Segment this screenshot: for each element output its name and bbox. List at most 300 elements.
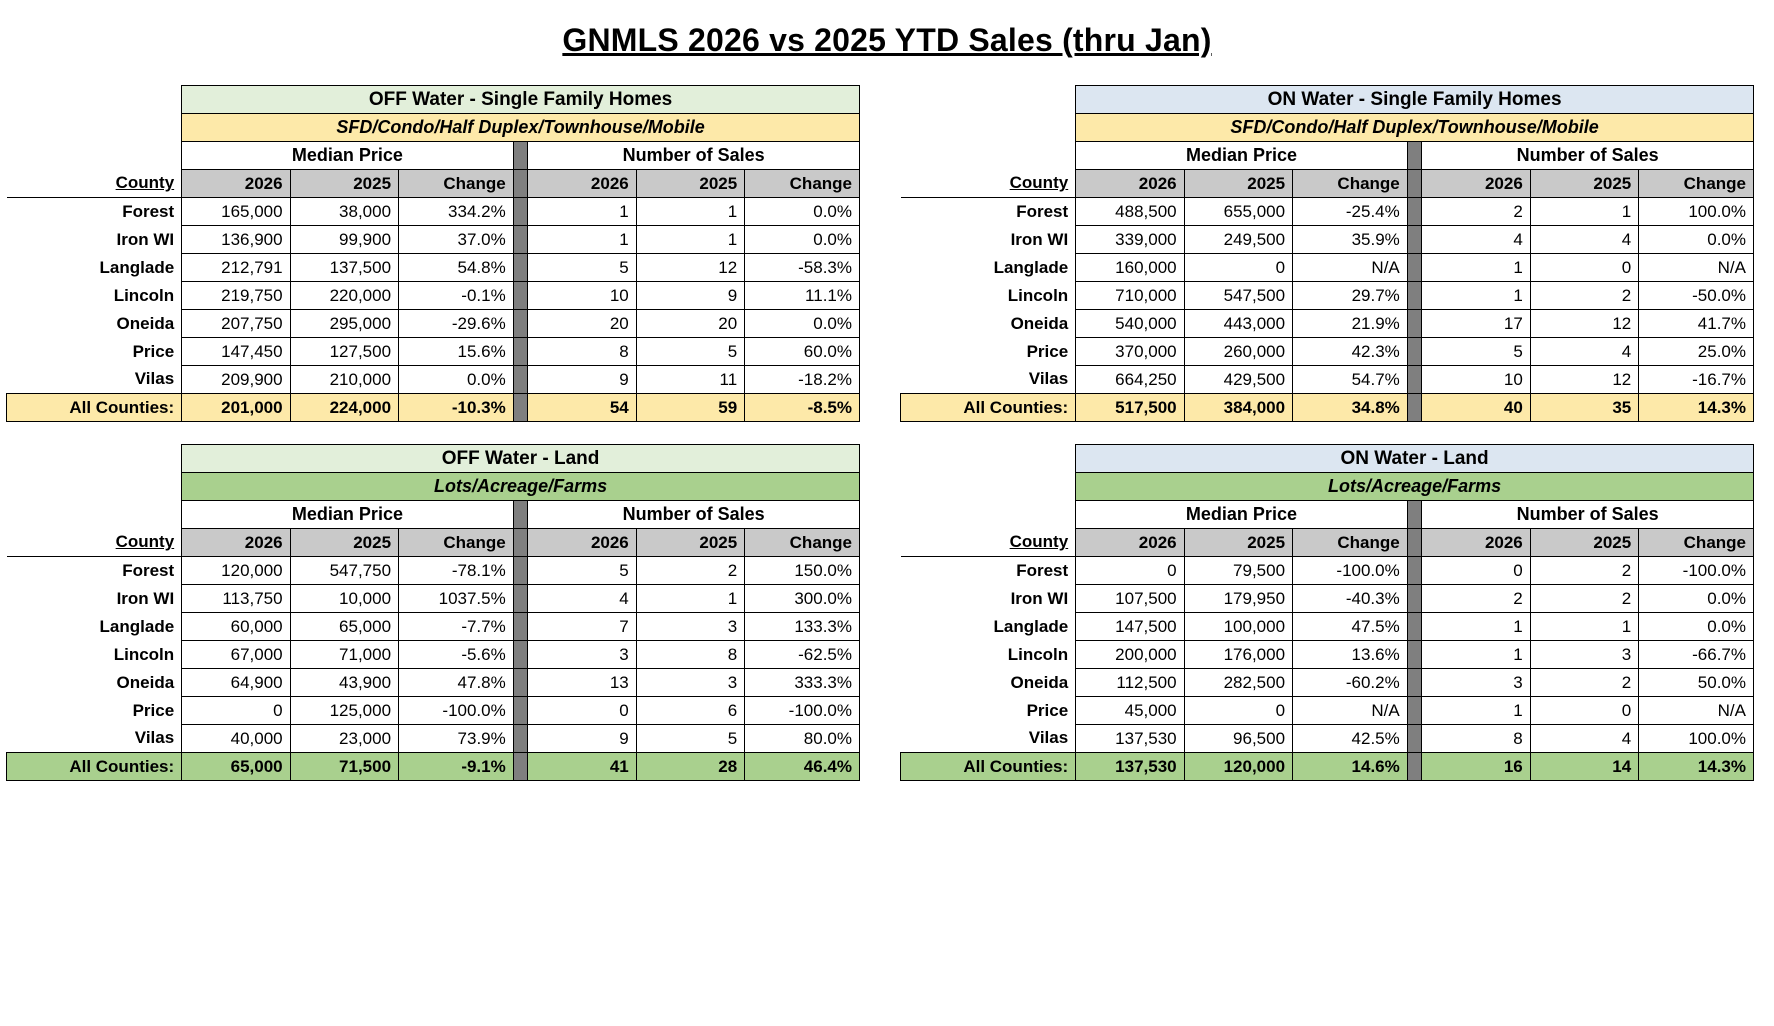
- cell-median-2026: 137,530: [1076, 725, 1184, 753]
- column-gap-divider: [1407, 613, 1422, 641]
- cell-sales-2026: 1: [1422, 641, 1530, 669]
- group-header-number-of-sales: Number of Sales: [528, 501, 860, 529]
- group-header-median-price: Median Price: [182, 501, 514, 529]
- cell-sales-2025: 1: [1530, 198, 1638, 226]
- cell-sales-2026: 0: [1422, 557, 1530, 585]
- cell-median-2025: 260,000: [1184, 338, 1292, 366]
- row-county-label: Langlade: [901, 254, 1076, 282]
- cell-median-change: 15.6%: [399, 338, 514, 366]
- cell-median-2026: 209,900: [182, 366, 290, 394]
- column-header-median-change: Change: [399, 170, 514, 198]
- column-header-median-2026: 2026: [182, 170, 290, 198]
- total-median-2025: 120,000: [1184, 753, 1292, 781]
- row-county-label: Oneida: [7, 669, 182, 697]
- cell-median-2026: 207,750: [182, 310, 290, 338]
- total-median-2026: 65,000: [182, 753, 290, 781]
- table-on-water-single-family-homes: [900, 85, 1754, 422]
- group-header-median-price: Median Price: [182, 142, 514, 170]
- column-gap-divider: [513, 753, 528, 781]
- row-county-label: Vilas: [901, 725, 1076, 753]
- page-title: GNMLS 2026 vs 2025 YTD Sales (thru Jan): [562, 22, 1212, 58]
- total-median-change: -9.1%: [399, 753, 514, 781]
- cell-sales-2026: 1: [528, 226, 636, 254]
- cell-median-change: -100.0%: [399, 697, 514, 725]
- column-header-sales-2025: 2025: [1530, 170, 1638, 198]
- cell-sales-2025: 12: [636, 254, 744, 282]
- table-panel-on-water-land: [900, 444, 1754, 781]
- row-county-label: Iron WI: [901, 226, 1076, 254]
- title-row-spacer: [901, 86, 1076, 114]
- total-median-change: 14.6%: [1293, 753, 1408, 781]
- group-header-spacer: [901, 501, 1076, 529]
- cell-sales-change: 100.0%: [1639, 198, 1754, 226]
- row-county-label: Vilas: [7, 725, 182, 753]
- column-gap-divider: [1407, 585, 1422, 613]
- column-gap-divider: [1407, 641, 1422, 669]
- column-header-row: [7, 170, 860, 198]
- row-county-label: Iron WI: [901, 585, 1076, 613]
- cell-median-2026: 67,000: [182, 641, 290, 669]
- row-county-label: Lincoln: [7, 641, 182, 669]
- total-row: [7, 753, 860, 781]
- cell-median-change: -40.3%: [1293, 585, 1408, 613]
- row-county-label: Forest: [901, 557, 1076, 585]
- cell-median-2025: 96,500: [1184, 725, 1292, 753]
- total-row: [901, 394, 1754, 422]
- cell-sales-2025: 2: [1530, 585, 1638, 613]
- cell-median-2025: 65,000: [290, 613, 398, 641]
- group-header-row: [7, 142, 860, 170]
- cell-sales-change: 150.0%: [745, 557, 860, 585]
- table-row: [901, 366, 1754, 394]
- cell-median-2026: 136,900: [182, 226, 290, 254]
- cell-median-2026: 113,750: [182, 585, 290, 613]
- cell-sales-2026: 4: [528, 585, 636, 613]
- cell-median-2025: 0: [1184, 697, 1292, 725]
- total-label: All Counties:: [7, 394, 182, 422]
- group-header-number-of-sales: Number of Sales: [528, 142, 860, 170]
- cell-median-change: 47.5%: [1293, 613, 1408, 641]
- cell-median-2026: 147,500: [1076, 613, 1184, 641]
- group-header-spacer: [901, 142, 1076, 170]
- column-gap-divider: [513, 282, 528, 310]
- title-row: [7, 445, 860, 473]
- group-header-number-of-sales: Number of Sales: [1422, 142, 1754, 170]
- cell-median-change: -25.4%: [1293, 198, 1408, 226]
- cell-sales-2026: 1: [1422, 254, 1530, 282]
- cell-median-2026: 40,000: [182, 725, 290, 753]
- column-gap-divider: [1407, 557, 1422, 585]
- cell-sales-change: -18.2%: [745, 366, 860, 394]
- table-row: [901, 338, 1754, 366]
- title-row-spacer: [7, 86, 182, 114]
- column-gap-divider: [1407, 669, 1422, 697]
- cell-median-change: 1037.5%: [399, 585, 514, 613]
- total-median-2026: 137,530: [1076, 753, 1184, 781]
- subtitle-row-spacer: [901, 473, 1076, 501]
- total-label: All Counties:: [7, 753, 182, 781]
- column-header-median-2025: 2025: [290, 529, 398, 557]
- column-header-median-2025: 2025: [1184, 170, 1292, 198]
- column-gap-divider: [1407, 529, 1422, 557]
- row-county-label: Langlade: [901, 613, 1076, 641]
- cell-sales-change: 60.0%: [745, 338, 860, 366]
- cell-sales-2026: 1: [1422, 613, 1530, 641]
- cell-median-change: -0.1%: [399, 282, 514, 310]
- cell-sales-2026: 17: [1422, 310, 1530, 338]
- total-label: All Counties:: [901, 753, 1076, 781]
- cell-median-2025: 10,000: [290, 585, 398, 613]
- column-header-sales-change: Change: [1639, 529, 1754, 557]
- cell-sales-2025: 3: [636, 613, 744, 641]
- cell-sales-2026: 10: [1422, 366, 1530, 394]
- table-subtitle: SFD/Condo/Half Duplex/Townhouse/Mobile: [1076, 114, 1754, 142]
- cell-median-2025: 38,000: [290, 198, 398, 226]
- table-subtitle: Lots/Acreage/Farms: [1076, 473, 1754, 501]
- cell-sales-2026: 8: [1422, 725, 1530, 753]
- table-row: [7, 669, 860, 697]
- cell-sales-2026: 5: [528, 254, 636, 282]
- column-gap-divider: [513, 170, 528, 198]
- cell-median-2026: 664,250: [1076, 366, 1184, 394]
- cell-sales-change: -62.5%: [745, 641, 860, 669]
- cell-sales-2026: 20: [528, 310, 636, 338]
- row-county-label: Vilas: [901, 366, 1076, 394]
- subtitle-row-spacer: [7, 114, 182, 142]
- cell-sales-change: -100.0%: [1639, 557, 1754, 585]
- column-header-row: [901, 170, 1754, 198]
- cell-median-change: -100.0%: [1293, 557, 1408, 585]
- subtitle-row: [901, 473, 1754, 501]
- cell-median-2025: 443,000: [1184, 310, 1292, 338]
- subtitle-row: [901, 114, 1754, 142]
- table-off-water-single-family-homes: [6, 85, 860, 422]
- group-header-number-of-sales: Number of Sales: [1422, 501, 1754, 529]
- cell-sales-2026: 3: [1422, 669, 1530, 697]
- total-median-2025: 71,500: [290, 753, 398, 781]
- cell-sales-2025: 1: [636, 226, 744, 254]
- table-row: [901, 669, 1754, 697]
- total-sales-change: -8.5%: [745, 394, 860, 422]
- tables-grid: [0, 85, 1774, 781]
- column-header-sales-2026: 2026: [1422, 170, 1530, 198]
- table-subtitle: SFD/Condo/Half Duplex/Townhouse/Mobile: [182, 114, 860, 142]
- column-gap-divider: [513, 338, 528, 366]
- row-county-label: Iron WI: [7, 226, 182, 254]
- column-gap-divider: [513, 641, 528, 669]
- subtitle-row-spacer: [7, 473, 182, 501]
- table-row: [901, 310, 1754, 338]
- cell-median-2026: 212,791: [182, 254, 290, 282]
- cell-median-2026: 710,000: [1076, 282, 1184, 310]
- column-gap-divider: [513, 142, 528, 170]
- column-header-median-2026: 2026: [1076, 529, 1184, 557]
- cell-sales-2025: 4: [1530, 338, 1638, 366]
- cell-sales-2025: 3: [1530, 641, 1638, 669]
- cell-sales-change: N/A: [1639, 254, 1754, 282]
- cell-median-2026: 160,000: [1076, 254, 1184, 282]
- cell-sales-2026: 9: [528, 725, 636, 753]
- column-gap-divider: [513, 557, 528, 585]
- column-header-county: County: [7, 529, 182, 557]
- cell-sales-2025: 1: [636, 198, 744, 226]
- column-header-sales-change: Change: [1639, 170, 1754, 198]
- cell-sales-change: -66.7%: [1639, 641, 1754, 669]
- cell-median-2026: 165,000: [182, 198, 290, 226]
- row-county-label: Price: [7, 697, 182, 725]
- cell-median-change: 73.9%: [399, 725, 514, 753]
- column-gap-divider: [513, 394, 528, 422]
- cell-sales-2026: 8: [528, 338, 636, 366]
- column-header-median-change: Change: [399, 529, 514, 557]
- column-gap-divider: [513, 198, 528, 226]
- cell-median-2025: 71,000: [290, 641, 398, 669]
- column-gap-divider: [1407, 725, 1422, 753]
- row-county-label: Vilas: [7, 366, 182, 394]
- total-median-2025: 224,000: [290, 394, 398, 422]
- cell-sales-2025: 12: [1530, 310, 1638, 338]
- cell-median-2026: 120,000: [182, 557, 290, 585]
- cell-median-change: N/A: [1293, 697, 1408, 725]
- cell-sales-2025: 2: [636, 557, 744, 585]
- cell-median-2026: 64,900: [182, 669, 290, 697]
- group-header-median-price: Median Price: [1076, 501, 1408, 529]
- total-sales-2026: 54: [528, 394, 636, 422]
- column-gap-divider: [1407, 226, 1422, 254]
- cell-median-2026: 339,000: [1076, 226, 1184, 254]
- cell-median-2026: 147,450: [182, 338, 290, 366]
- cell-sales-2026: 10: [528, 282, 636, 310]
- cell-sales-2025: 2: [1530, 669, 1638, 697]
- table-row: [7, 282, 860, 310]
- table-row: [7, 641, 860, 669]
- cell-sales-change: 100.0%: [1639, 725, 1754, 753]
- table-row: [901, 198, 1754, 226]
- column-gap-divider: [513, 501, 528, 529]
- cell-sales-2025: 8: [636, 641, 744, 669]
- table-row: [7, 557, 860, 585]
- column-header-county: County: [901, 529, 1076, 557]
- cell-median-2025: 547,500: [1184, 282, 1292, 310]
- cell-median-2025: 220,000: [290, 282, 398, 310]
- column-gap-divider: [1407, 198, 1422, 226]
- cell-sales-2026: 1: [1422, 697, 1530, 725]
- table-row: [901, 613, 1754, 641]
- total-median-change: -10.3%: [399, 394, 514, 422]
- title-row: [901, 86, 1754, 114]
- row-county-label: Forest: [901, 198, 1076, 226]
- column-header-sales-2025: 2025: [636, 529, 744, 557]
- cell-median-2026: 0: [1076, 557, 1184, 585]
- cell-sales-change: 80.0%: [745, 725, 860, 753]
- cell-sales-2025: 2: [1530, 557, 1638, 585]
- column-gap-divider: [513, 366, 528, 394]
- column-header-sales-2025: 2025: [1530, 529, 1638, 557]
- cell-median-2025: 176,000: [1184, 641, 1292, 669]
- row-county-label: Lincoln: [901, 282, 1076, 310]
- cell-sales-2025: 4: [1530, 725, 1638, 753]
- cell-sales-2025: 3: [636, 669, 744, 697]
- cell-median-2026: 540,000: [1076, 310, 1184, 338]
- cell-median-2025: 282,500: [1184, 669, 1292, 697]
- cell-sales-change: 0.0%: [745, 310, 860, 338]
- total-row: [901, 753, 1754, 781]
- table-row: [901, 282, 1754, 310]
- cell-median-2026: 370,000: [1076, 338, 1184, 366]
- cell-median-change: 54.7%: [1293, 366, 1408, 394]
- cell-sales-change: 0.0%: [745, 226, 860, 254]
- cell-sales-2025: 20: [636, 310, 744, 338]
- cell-sales-2026: 4: [1422, 226, 1530, 254]
- cell-sales-change: 50.0%: [1639, 669, 1754, 697]
- cell-median-2025: 547,750: [290, 557, 398, 585]
- table-title: OFF Water - Land: [182, 445, 860, 473]
- column-gap-divider: [1407, 142, 1422, 170]
- title-row-spacer: [7, 445, 182, 473]
- cell-sales-change: -58.3%: [745, 254, 860, 282]
- cell-sales-2026: 1: [528, 198, 636, 226]
- column-gap-divider: [513, 310, 528, 338]
- cell-median-2025: 655,000: [1184, 198, 1292, 226]
- table-subtitle: Lots/Acreage/Farms: [182, 473, 860, 501]
- column-header-sales-2026: 2026: [528, 529, 636, 557]
- cell-median-change: 54.8%: [399, 254, 514, 282]
- cell-median-change: -78.1%: [399, 557, 514, 585]
- column-header-row: [901, 529, 1754, 557]
- cell-median-2025: 79,500: [1184, 557, 1292, 585]
- cell-sales-2025: 0: [1530, 254, 1638, 282]
- cell-sales-change: 0.0%: [1639, 613, 1754, 641]
- cell-median-2026: 107,500: [1076, 585, 1184, 613]
- column-header-row: [7, 529, 860, 557]
- cell-sales-change: 11.1%: [745, 282, 860, 310]
- table-row: [7, 697, 860, 725]
- cell-median-change: 35.9%: [1293, 226, 1408, 254]
- cell-median-2026: 60,000: [182, 613, 290, 641]
- cell-median-change: -60.2%: [1293, 669, 1408, 697]
- table-title: ON Water - Single Family Homes: [1076, 86, 1754, 114]
- column-gap-divider: [513, 529, 528, 557]
- cell-sales-2025: 6: [636, 697, 744, 725]
- cell-median-change: 29.7%: [1293, 282, 1408, 310]
- title-row-spacer: [901, 445, 1076, 473]
- table-title: ON Water - Land: [1076, 445, 1754, 473]
- column-gap-divider: [1407, 501, 1422, 529]
- title-row: [7, 86, 860, 114]
- cell-median-2025: 179,950: [1184, 585, 1292, 613]
- row-county-label: Price: [7, 338, 182, 366]
- cell-sales-change: -100.0%: [745, 697, 860, 725]
- cell-sales-2025: 9: [636, 282, 744, 310]
- cell-median-2026: 0: [182, 697, 290, 725]
- cell-sales-2026: 0: [528, 697, 636, 725]
- table-panel-off-water-land: [6, 444, 860, 781]
- column-header-sales-2026: 2026: [1422, 529, 1530, 557]
- total-sales-2026: 16: [1422, 753, 1530, 781]
- total-sales-2025: 59: [636, 394, 744, 422]
- cell-median-2026: 488,500: [1076, 198, 1184, 226]
- table-row: [901, 697, 1754, 725]
- subtitle-row: [7, 114, 860, 142]
- table-title: OFF Water - Single Family Homes: [182, 86, 860, 114]
- cell-sales-change: 0.0%: [745, 198, 860, 226]
- cell-sales-change: 0.0%: [1639, 585, 1754, 613]
- column-header-median-2026: 2026: [1076, 170, 1184, 198]
- table-panel-on-water-single-family-homes: [900, 85, 1754, 422]
- table-row: [7, 366, 860, 394]
- total-sales-2025: 35: [1530, 394, 1638, 422]
- cell-median-2025: 295,000: [290, 310, 398, 338]
- table-row: [7, 585, 860, 613]
- row-county-label: Oneida: [7, 310, 182, 338]
- cell-median-2026: 219,750: [182, 282, 290, 310]
- cell-sales-2025: 0: [1530, 697, 1638, 725]
- column-gap-divider: [513, 613, 528, 641]
- cell-sales-change: 25.0%: [1639, 338, 1754, 366]
- column-header-county: County: [901, 170, 1076, 198]
- cell-sales-2025: 12: [1530, 366, 1638, 394]
- cell-sales-2026: 7: [528, 613, 636, 641]
- table-row: [7, 338, 860, 366]
- cell-median-2025: 100,000: [1184, 613, 1292, 641]
- cell-sales-2026: 9: [528, 366, 636, 394]
- cell-sales-change: 41.7%: [1639, 310, 1754, 338]
- column-gap-divider: [513, 669, 528, 697]
- cell-median-change: 37.0%: [399, 226, 514, 254]
- row-county-label: Price: [901, 338, 1076, 366]
- total-label: All Counties:: [901, 394, 1076, 422]
- cell-sales-change: -16.7%: [1639, 366, 1754, 394]
- row-county-label: Langlade: [7, 613, 182, 641]
- table-panel-off-water-single-family-homes: [6, 85, 860, 422]
- column-gap-divider: [513, 697, 528, 725]
- row-county-label: Oneida: [901, 669, 1076, 697]
- group-header-median-price: Median Price: [1076, 142, 1408, 170]
- column-header-county: County: [7, 170, 182, 198]
- column-gap-divider: [1407, 753, 1422, 781]
- total-sales-change: 46.4%: [745, 753, 860, 781]
- cell-sales-2025: 1: [636, 585, 744, 613]
- table-row: [901, 641, 1754, 669]
- row-county-label: Langlade: [7, 254, 182, 282]
- row-county-label: Lincoln: [901, 641, 1076, 669]
- cell-median-change: 0.0%: [399, 366, 514, 394]
- cell-median-2025: 43,900: [290, 669, 398, 697]
- cell-median-change: -7.7%: [399, 613, 514, 641]
- column-gap-divider: [1407, 697, 1422, 725]
- row-county-label: Forest: [7, 557, 182, 585]
- cell-sales-2025: 5: [636, 725, 744, 753]
- cell-median-change: 47.8%: [399, 669, 514, 697]
- column-header-median-2025: 2025: [290, 170, 398, 198]
- column-header-sales-2026: 2026: [528, 170, 636, 198]
- column-gap-divider: [1407, 338, 1422, 366]
- cell-median-change: N/A: [1293, 254, 1408, 282]
- cell-median-change: -29.6%: [399, 310, 514, 338]
- cell-median-2025: 429,500: [1184, 366, 1292, 394]
- table-row: [901, 557, 1754, 585]
- column-gap-divider: [513, 226, 528, 254]
- table-row: [901, 585, 1754, 613]
- table-row: [7, 226, 860, 254]
- cell-sales-2026: 1: [1422, 282, 1530, 310]
- cell-median-change: 42.5%: [1293, 725, 1408, 753]
- cell-median-change: 42.3%: [1293, 338, 1408, 366]
- column-header-median-2026: 2026: [182, 529, 290, 557]
- column-gap-divider: [1407, 310, 1422, 338]
- group-header-spacer: [7, 142, 182, 170]
- cell-median-2025: 249,500: [1184, 226, 1292, 254]
